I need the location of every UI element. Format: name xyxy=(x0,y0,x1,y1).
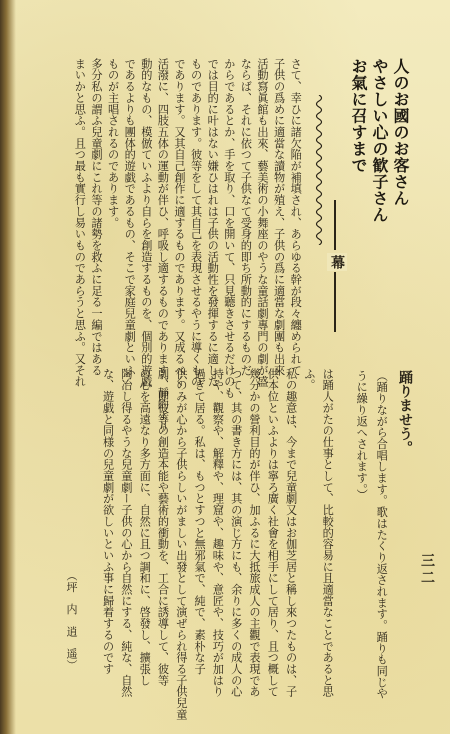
page-number: 三二 xyxy=(419,553,435,587)
upper-column-8: であります。又其自己創作に適するものであります。又成るべく xyxy=(173,58,186,388)
upper-column-9: 活潑に、四肢五体の運動が伴ひ、呼吸し適するものであります。靜的より xyxy=(156,58,170,433)
upper-column-1: さて、幸ひに諸欠陥が補填され、あらゆる幹が段々纏められて xyxy=(289,58,303,376)
upper-column-14: まいかと思ふ。且つ最も實行し易いものであらうと思ふ。又それ xyxy=(73,58,87,388)
section-mark: 幕 xyxy=(329,255,345,269)
lower-column-10: 劇、即彼等の創造本能や藝術的衝動を、工合に誘導して、彼等 xyxy=(156,368,170,686)
curtain-rule-bottom xyxy=(334,272,336,332)
upper-column-3: 活動寫眞館も出來、藝美術の小舞座のやうな童話劇專門の劇が盛 xyxy=(256,58,269,388)
page-binding-shadow xyxy=(0,0,16,734)
upper-column-10: 動的なもの、模倣ていふより自らを創造するものを、個別的遊戯 xyxy=(139,58,153,388)
upper-column-7: ものであります。彼等をして其自己を表現させるやうに導くもの xyxy=(189,58,203,388)
stage-direction-line-3: うに繰り返へされます。） xyxy=(355,370,369,501)
lower-column-7: 持や、觀察や、解釋や、理窟や、趣味や、意匠や、技巧が加はり xyxy=(211,368,225,698)
curtain-rule-top xyxy=(334,200,336,250)
stage-direction-line-2: （踊りながら合唱します。歌はたくり返されます。踊りも同じや xyxy=(375,370,389,700)
lower-column-11: の心を高遠なり多方面に、自然に且つ調和に、啓發し、擴張し xyxy=(138,368,152,686)
lower-column-8: 過ぎて居る。私は、もつとすつと無邪氣で、純で、素朴な子 xyxy=(193,368,207,675)
lower-column-9: 供のみが心から子供らしいがましい出發として演ぜられ得る子供兒童 xyxy=(174,368,188,720)
upper-column-13: 多分私の謂ふ兒童劇にこれ等の諸勢を救ふに足る一編ではある xyxy=(90,58,103,376)
lower-column-2: ふ。 xyxy=(302,368,316,391)
lower-column-12: 陶冶し得るやうな兒童劇ー子供の心から自然にする、純な、自然 xyxy=(119,368,133,698)
lower-column-1: は踊人がたの仕事として、比較的容易に且適當なことであると思 xyxy=(321,368,335,698)
upper-column-4: ならば、それに依つて子供なて受身的即ち所動的にするものだ xyxy=(239,58,253,376)
stage-direction-line-1: 踊りませう。 xyxy=(397,370,413,455)
upper-column-2: 子供の爲めに適當な讀物が殖え、子供の爲に適當な劇團も出來 xyxy=(272,58,286,376)
title-line-2: やさしい心の歓子さん xyxy=(370,58,389,223)
lower-column-13: な、遊戯と同様の兒童劇が欲しいといふ事に歸着するのです xyxy=(101,368,115,675)
upper-column-6: では目的に叶はない嫌ひはれは子供の活動性を發揮するに適した xyxy=(206,58,220,388)
lower-column-4: 供本位といふよりは寧ろ廣く社會を相手にして居り、且つ概して xyxy=(266,368,280,698)
lower-column-3: 私の趣意は、今まで兒童劇又はお伽芝居と稱し來つたものは、子 xyxy=(284,368,298,698)
lower-column-6: つて、其の書き方には、其の演じ方にも、余りに多くの成人の心 xyxy=(229,368,243,698)
title-line-3: お氣に召すまで xyxy=(349,58,368,174)
lower-column-5: 幾分かの營利目的が伴ひ、加ふるに大抵旅成人の主觀で表現であ xyxy=(248,368,261,698)
upper-column-12: ものが主唱されるのであります。 xyxy=(106,58,120,229)
wavy-divider xyxy=(313,95,325,245)
upper-column-5: からであるとか、手を取り、口を開いて、只見聽きさせるだけのも xyxy=(222,58,236,399)
author-signature: （坪 内 逍 遥） xyxy=(65,570,78,671)
title-line-1: 人のお國のお客さん xyxy=(391,58,410,207)
upper-column-11: であるよりも團体的遊戯であるもの、そこで家庭兒童劇といふ xyxy=(123,58,137,376)
